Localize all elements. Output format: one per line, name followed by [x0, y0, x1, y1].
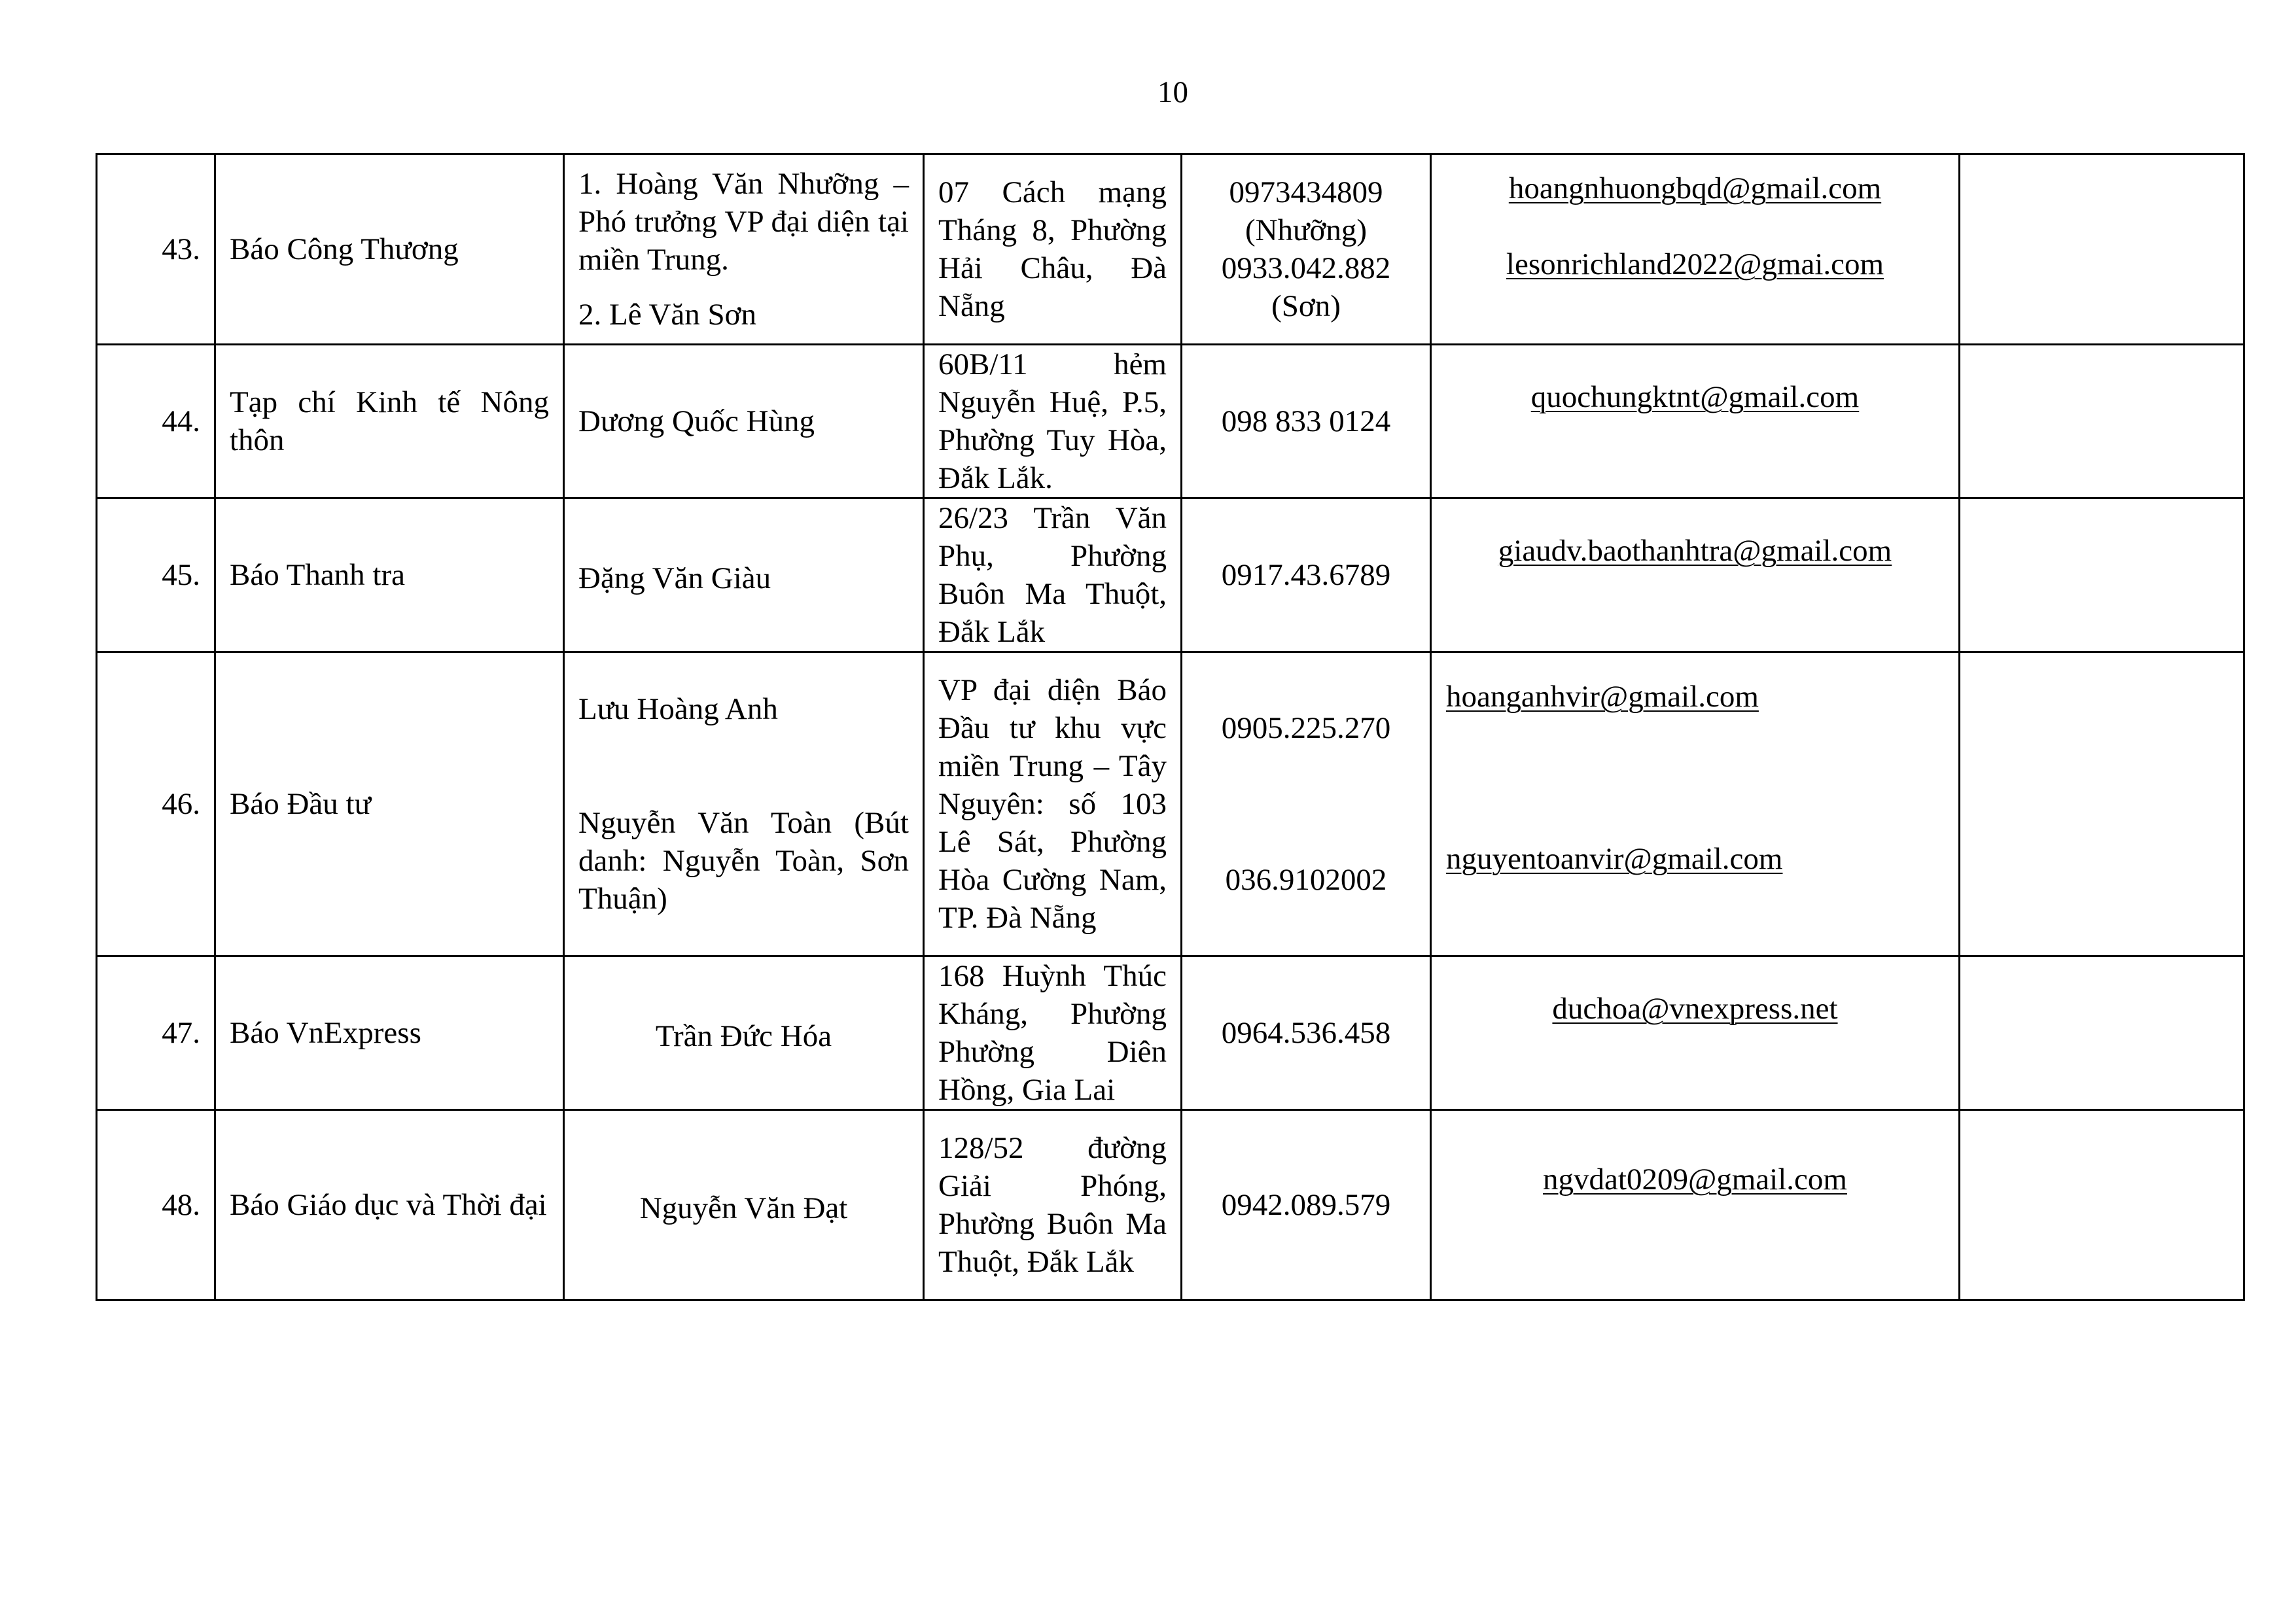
- contact-person: Dương Quốc Hùng: [564, 345, 924, 498]
- outlet-name: Báo Giáo dục và Thời đại: [215, 1110, 564, 1300]
- phone-2-note: (Sơn): [1271, 289, 1341, 323]
- outlet-name: Báo Công Thương: [215, 154, 564, 345]
- row-number: 43.: [97, 154, 215, 345]
- outlet-name: Báo Thanh tra: [215, 498, 564, 652]
- row-number: 45.: [97, 498, 215, 652]
- email-link-1[interactable]: hoanganhvir@gmail.com: [1446, 680, 1759, 714]
- email-cell: [1431, 652, 1960, 956]
- phone-2: 0933.042.882: [1221, 251, 1391, 285]
- row-number: 47.: [97, 956, 215, 1110]
- email-link-2[interactable]: nguyentoanvir@gmail.com: [1446, 842, 1783, 876]
- contact-person: Trần Đức Hóa: [564, 956, 924, 1110]
- address: 168 Huỳnh Thúc Kháng, Phường Phường Diên Hồng, Gia Lai: [924, 956, 1182, 1110]
- row-number: 48.: [97, 1110, 215, 1300]
- table-row: [97, 652, 2244, 956]
- email-link-2[interactable]: lesonrichland2022@gmai.com: [1506, 247, 1884, 281]
- email-cell: [1431, 1110, 1960, 1300]
- table-row: [97, 1110, 2244, 1300]
- email-link[interactable]: quochungktnt@gmail.com: [1530, 380, 1860, 414]
- outlet-name: Tạp chí Kinh tế Nông thôn: [215, 345, 564, 498]
- contact-person-2: Nguyễn Văn Toàn (Bút danh: Nguyễn Toàn, Sơn Thuận): [578, 806, 909, 916]
- table-row: [97, 498, 2244, 652]
- address: 128/52 đường Giải Phóng, Phường Buôn Ma Thuột, Đắk Lắk: [924, 1110, 1182, 1300]
- email-cell: [1431, 154, 1960, 345]
- phone-1-note: (Nhưỡng): [1245, 213, 1368, 247]
- page-number: 10: [1157, 75, 1188, 109]
- phone-1: 0905.225.270: [1221, 711, 1391, 745]
- note-cell: [1960, 1110, 2244, 1300]
- contact-person-1: 1. Hoàng Văn Nhưỡng – Phó trưởng VP đại diện tại miền Trung.: [578, 167, 909, 277]
- address: VP đại diện Báo Đầu tư khu vực miền Trung – Tây Nguyên: số 103 Lê Sát, Phường Hòa Cường Nam, TP. Đà Nẵng: [924, 652, 1182, 956]
- row-number: 44.: [97, 345, 215, 498]
- table-row: [97, 956, 2244, 1110]
- email-cell: [1431, 345, 1960, 498]
- phone-1: 0973434809: [1229, 175, 1383, 209]
- contact-person: Đặng Văn Giàu: [564, 498, 924, 652]
- table-row: [97, 345, 2244, 498]
- contact-person: Nguyễn Văn Đạt: [564, 1110, 924, 1300]
- row-number: 46.: [97, 652, 215, 956]
- note-cell: [1960, 956, 2244, 1110]
- phone-cell: [1182, 652, 1431, 956]
- outlet-name: Báo Đầu tư: [215, 652, 564, 956]
- email-link[interactable]: ngvdat0209@gmail.com: [1543, 1162, 1847, 1196]
- outlet-name: Báo VnExpress: [215, 956, 564, 1110]
- address: 26/23 Trần Văn Phụ, Phường Buôn Ma Thuột, Đắk Lắk: [924, 498, 1182, 652]
- phone: 0942.089.579: [1182, 1110, 1431, 1300]
- press-contacts-table: [96, 153, 2245, 1301]
- address: 60B/11 hẻm Nguyễn Huệ, P.5, Phường Tuy Hòa, Đắk Lắk.: [924, 345, 1182, 498]
- address: 07 Cách mạng Tháng 8, Phường Hải Châu, Đà Nẵng: [924, 154, 1182, 345]
- phone-2: 036.9102002: [1225, 863, 1387, 897]
- contact-person-cell: [564, 652, 924, 956]
- phone: 098 833 0124: [1182, 345, 1431, 498]
- contact-person-1: Lưu Hoàng Anh: [578, 692, 778, 726]
- phone-cell: [1182, 154, 1431, 345]
- email-link-1[interactable]: hoangnhuongbqd@gmail.com: [1508, 171, 1882, 205]
- note-cell: [1960, 154, 2244, 345]
- email-cell: [1431, 498, 1960, 652]
- note-cell: [1960, 652, 2244, 956]
- phone: 0917.43.6789: [1182, 498, 1431, 652]
- phone: 0964.536.458: [1182, 956, 1431, 1110]
- note-cell: [1960, 345, 2244, 498]
- note-cell: [1960, 498, 2244, 652]
- contact-person-2: 2. Lê Văn Sơn: [578, 298, 757, 332]
- email-link[interactable]: giaudv.baothanhtra@gmail.com: [1498, 534, 1892, 568]
- email-cell: [1431, 956, 1960, 1110]
- email-link[interactable]: duchoa@vnexpress.net: [1552, 992, 1838, 1026]
- contact-person-cell: [564, 154, 924, 345]
- table-row: [97, 154, 2244, 345]
